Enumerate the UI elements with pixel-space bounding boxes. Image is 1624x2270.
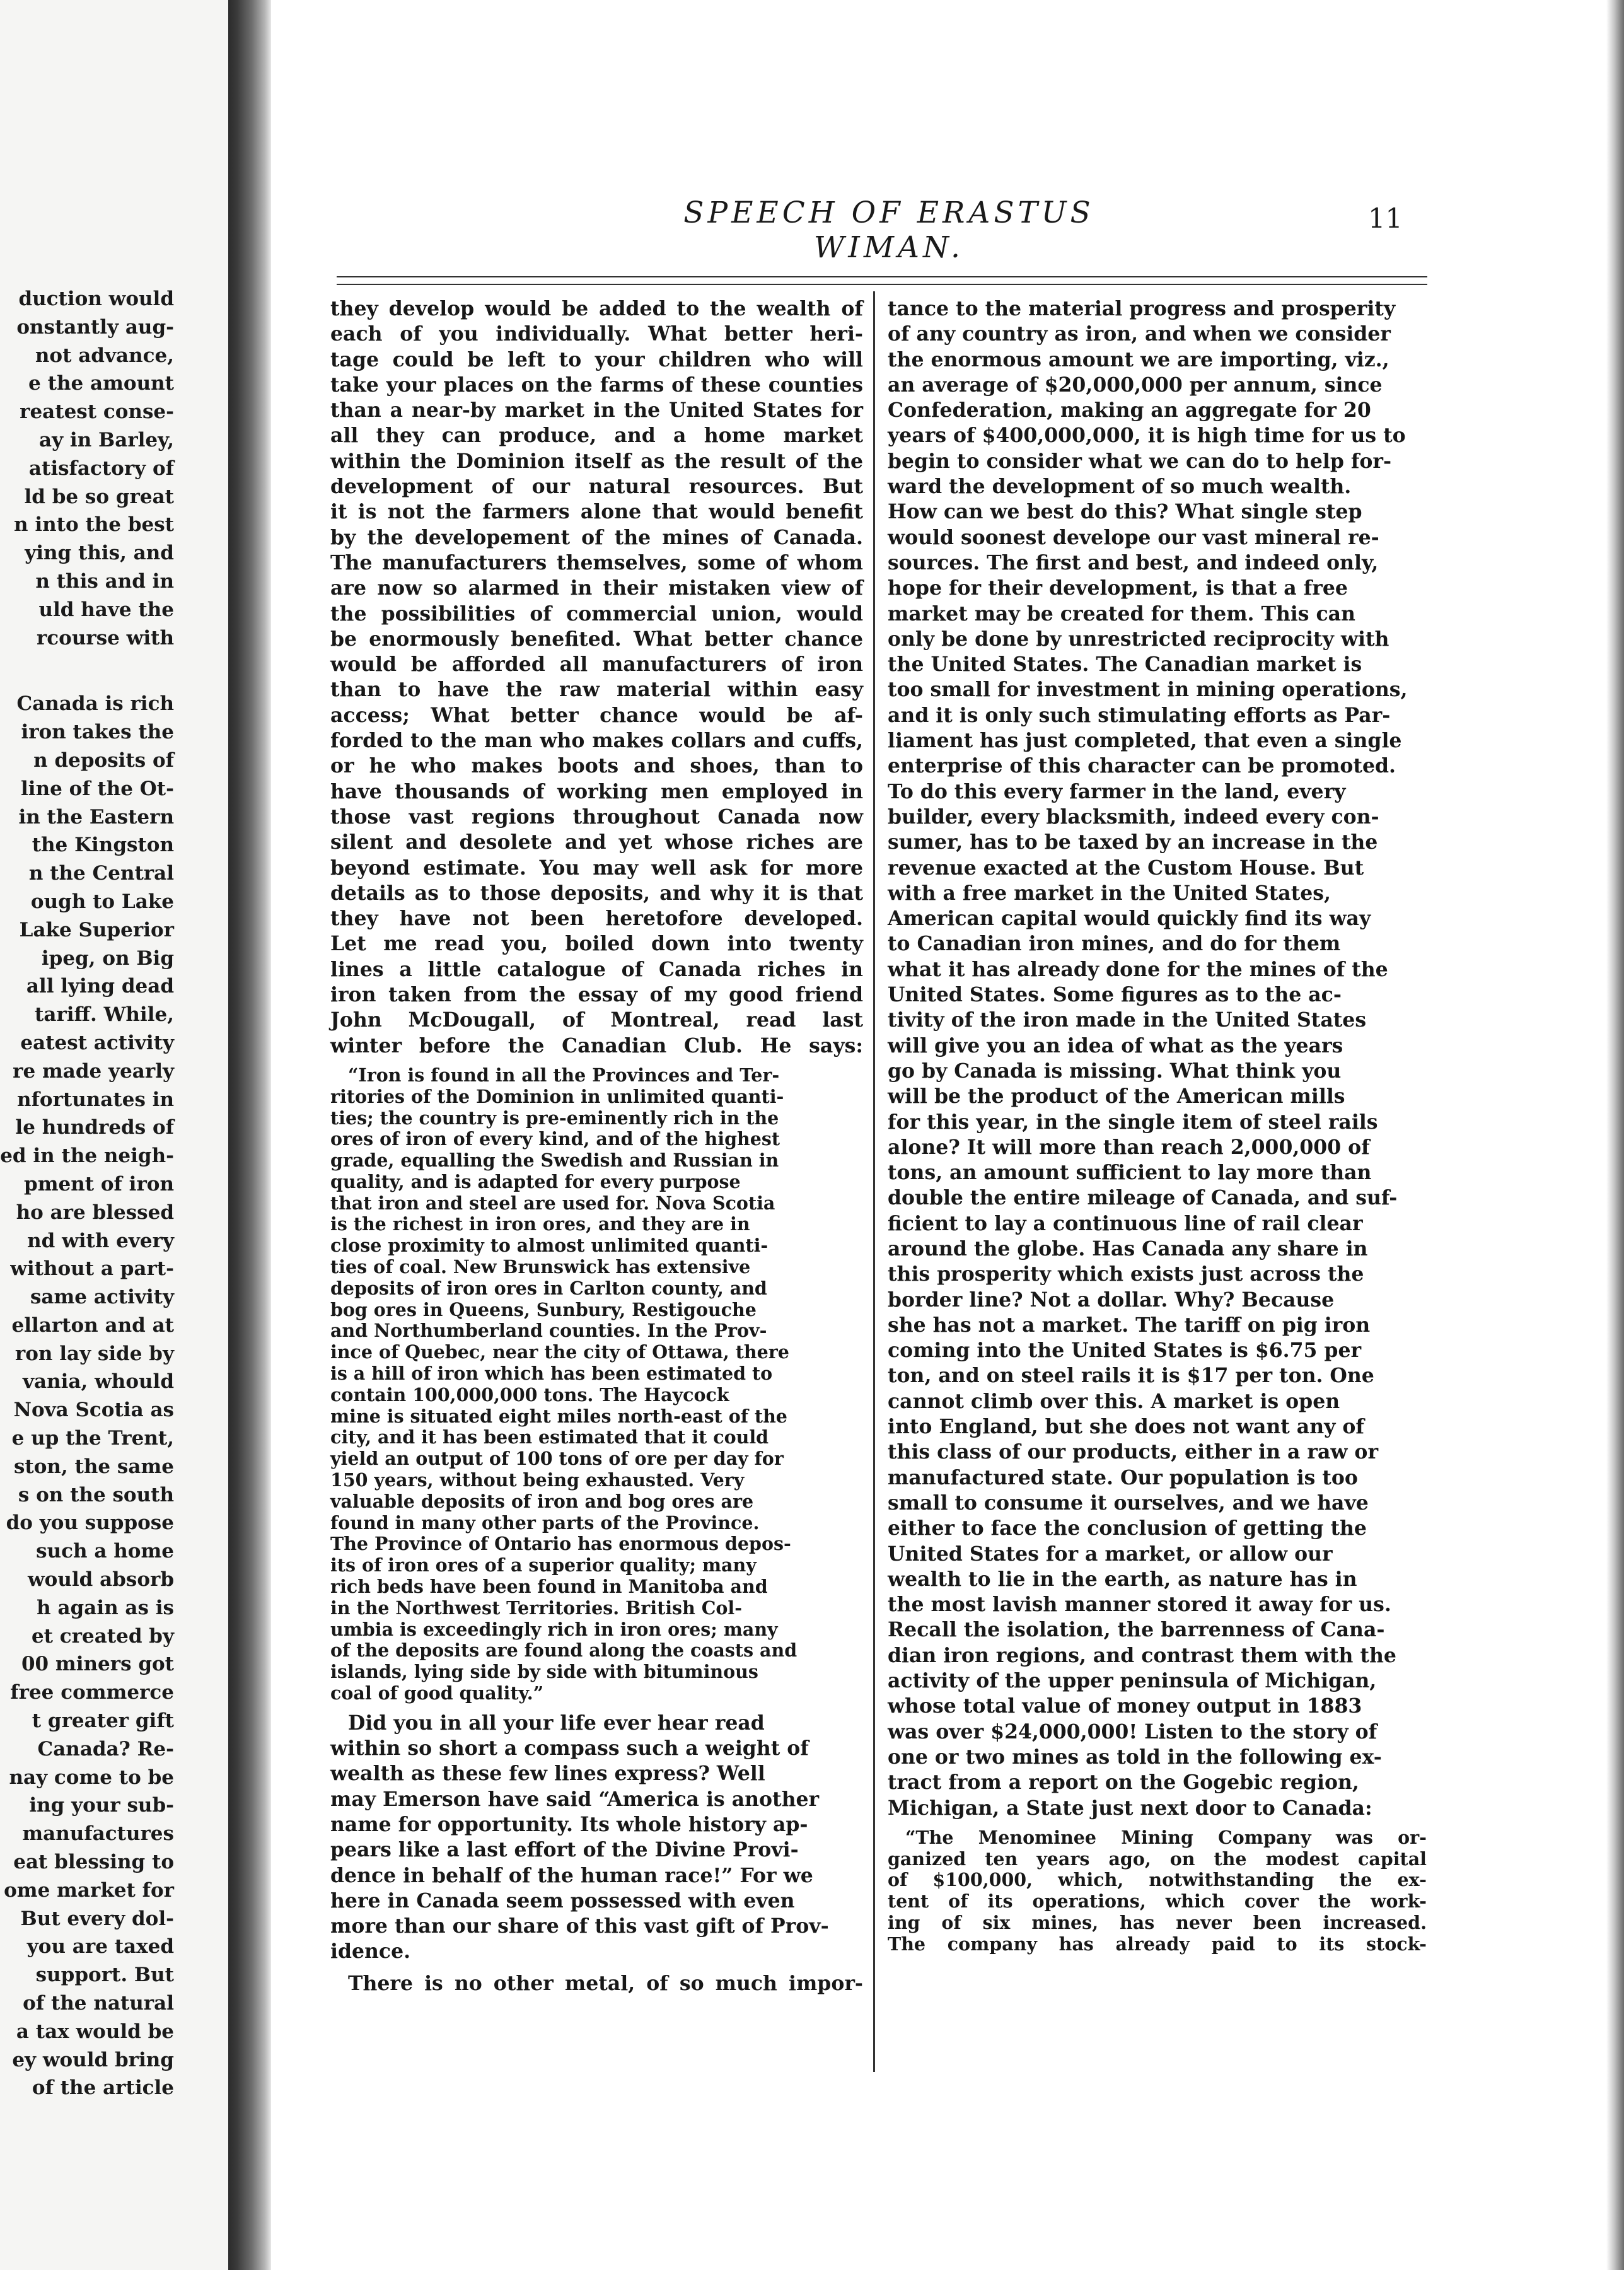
text-line: ton, and on steel rails it is $17 per ton. One [888,1364,1374,1388]
text-line: double the entire mileage of Canada, and suf- [888,1186,1398,1210]
text-line: mine is situated eight miles north-east of the [330,1405,787,1427]
text-line: There is no other metal, of so much impor- [348,1971,863,1995]
text-line: here in Canada seem possessed with even [330,1889,795,1912]
paragraph [330,1711,863,1965]
text-line: ying this, and [25,542,174,565]
text-line: ties; the country is pre-eminently rich in the [330,1107,779,1129]
text-line: 00 miners got [21,1653,174,1676]
text-line: manufactures [22,1822,174,1846]
text-line: ing of six mines, has never been increased. [888,1912,1427,1933]
page-number: 11 [1368,203,1403,235]
text-line: contain 100,000,000 tons. The Haycock [330,1383,729,1406]
text-line: you are taxed [26,1935,174,1959]
text-line: ward the development of so much wealth. [888,475,1352,499]
left-page-text [0,285,174,2102]
text-line: would be afforded all manufacturers of iron [330,653,863,677]
text-line: manufactured state. Our population is too [888,1465,1358,1489]
text-line: nfortunates in [17,1088,174,1111]
text-line: the most lavish manner stored it away for us. [888,1593,1391,1617]
text-line: The manufacturers themselves, some of whom [330,550,863,574]
text-line: re made yearly [13,1059,174,1083]
text-line: only be done by unrestricted reciprocity with [888,627,1389,651]
text-line: yield an output of 100 tons of ore per day for [330,1448,784,1470]
text-line: of $100,000, which, notwithstanding the ex- [888,1869,1427,1891]
text-line: “Iron is found in all the Provinces and Ter- [348,1064,780,1086]
text-line: or he who makes boots and shoes, than to [330,754,863,778]
text-line: one or two mines as told in the following ex- [888,1745,1382,1769]
text-line: this prosperity which exists just across the [888,1262,1364,1286]
block-quote [888,1827,1427,1955]
text-line: of the deposits are found along the coasts and [330,1639,798,1662]
text-line: than a near-by market in the United States for [330,399,863,422]
text-line: development of our natural resources. But [330,475,863,499]
text-line: hope for their development, is that a free [888,576,1348,600]
text-line: ay in Barley, [39,428,174,451]
text-line: may Emerson have said “America is another [330,1787,820,1811]
text-line: of the natural [23,1992,174,2015]
text-line: be enormously benefited. What better chance [330,627,863,651]
paragraph [330,296,863,1059]
right-column [888,296,1427,1955]
text-line: n this and in [35,569,174,593]
text-line: Confederation, making an aggregate for 20 [888,399,1371,422]
text-line: each of you individually. What better heri- [330,322,863,346]
text-line: do you suppose [6,1511,174,1535]
text-line: “The Menominee Mining Company was or- [905,1826,1427,1848]
text-line: and Northumberland counties. In the Prov- [330,1320,767,1342]
text-line: close proximity to almost unlimited quanti- [330,1235,768,1257]
text-line: Canada is rich [16,692,174,716]
text-line: ores of iron of every kind, and of the highest [330,1128,780,1150]
text-line: for this year, in the single item of steel rails [888,1110,1378,1134]
text-line: of any country as iron, and when we consider [888,322,1391,346]
text-line: beyond estimate. You may well ask for more [330,856,863,880]
text-line: iron taken from the essay of my good friend [330,983,863,1007]
text-line: line of the Ot- [21,777,174,800]
text-line: tage could be left to your children who will [330,347,863,371]
text-line: lines a little catalogue of Canada riches in [330,957,863,981]
text-line: this class of our products, either in a raw or [888,1440,1379,1464]
text-line: liament has just completed, that even a single [888,729,1402,753]
text-line: the possibilities of commercial union, would [330,602,863,626]
text-line: will be the product of the American mills [888,1085,1345,1109]
text-line: et created by [31,1624,174,1648]
text-line: ing your sub- [29,1794,174,1817]
text-line: was over $24,000,000! Listen to the story of [888,1720,1378,1743]
text-line: 150 years, without being exhausted. Very [330,1469,745,1491]
book-gutter [228,0,271,2270]
header-rule [337,284,1427,285]
text-line: How can we best do this? What single step [888,500,1362,524]
text-line: ston, the same [13,1455,174,1478]
text-line: market may be created for them. This can [888,602,1355,626]
text-line: all they can produce, and a home market [330,424,863,448]
text-line: in the Eastern [18,805,174,829]
text-line: same activity [30,1286,174,1309]
text-line: are now so alarmed in their mistaken view of [330,576,863,600]
text-line: such a home [36,1540,174,1563]
running-head: SPEECH OF ERASTUS WIMAN. [683,195,1094,265]
text-line: e up the Trent, [11,1427,174,1450]
text-line: go by Canada is missing. What think you [888,1059,1342,1083]
text-line: have thousands of working men employed in [330,779,863,803]
text-line: to Canadian iron mines, and do for them [888,932,1341,956]
text-line: without a part- [10,1257,174,1281]
text-line: To do this every farmer in the land, every [888,779,1346,803]
text-line: what it has already done for the mines of the [888,957,1388,981]
text-line: umbia is exceedingly rich in iron ores; many [330,1618,778,1640]
text-line: the United States. The Canadian market is [888,653,1362,677]
text-line: forded to the man who makes collars and cuffs, [330,729,863,753]
text-line: dence in behalf of the human race!” For we [330,1863,813,1887]
text-line: John McDougall, of Montreal, read last [330,1008,863,1032]
text-line: whose total value of money output in 1883 [888,1694,1362,1718]
text-line: quality, and is adapted for every purpose [330,1170,741,1192]
text-line: details as to those deposits, and why it is that [330,881,863,905]
text-line: the enormous amount we are importing, viz., [888,347,1389,371]
text-line: ron lay side by [14,1342,174,1365]
header-rule [337,276,1427,277]
text-line: duction would [18,288,174,310]
text-line: not advance, [35,344,174,367]
text-line: within so short a compass such a weight of [330,1737,809,1761]
text-line: ganized ten years ago, on the modest capital [888,1848,1427,1870]
text-line: would absorb [27,1568,174,1592]
text-line: than to have the raw material within easy [330,678,863,702]
text-line: Nova Scotia as [13,1399,174,1422]
text-line: rich beds have been found in Manitoba and [330,1576,768,1598]
text-line: of the article [32,2076,174,2100]
text-line: deposits of iron ores in Carlton county, and [330,1277,767,1299]
block-quote [330,1065,863,1704]
text-line: n into the best [14,513,174,537]
text-line: The Province of Ontario has enormous depos- [330,1533,791,1555]
text-line: ough to Lake [30,890,174,913]
text-line: city, and it has been estimated that it could [330,1426,769,1448]
text-line: bog ores in Queens, Sunbury, Restigouche [330,1298,757,1320]
text-line: tent of its operations, which cover the work- [888,1890,1427,1912]
text-line: alone? It will more than reach 2,000,000 of [888,1135,1370,1159]
text-line: around the globe. Has Canada any share in [888,1237,1368,1260]
text-line: wealth as these few lines express? Well [330,1762,765,1786]
middle-column [330,296,863,1996]
text-line: is the richest in iron ores, and they are in [330,1213,750,1235]
text-line: border line? Not a dollar. Why? Because [888,1288,1335,1312]
text-line: n deposits of [33,748,174,772]
text-line: it is not the farmers alone that would benefit [330,500,863,524]
text-line: within the Dominion itself as the result of the [330,449,863,473]
column-divider [873,291,875,2072]
text-line: ritories of the Dominion in unlimited quanti- [330,1085,784,1107]
text-line: s on the south [18,1483,174,1506]
text-line: in the Northwest Territories. British Col- [330,1597,743,1619]
text-line: is a hill of iron which has been estimated to [330,1363,773,1385]
text-line: silent and desolete and yet whose riches are [330,830,863,854]
text-line: access; What better chance would be af- [330,703,863,727]
text-line: ho are blessed [16,1201,174,1224]
text-line: take your places on the farms of these counties [330,373,863,397]
text-line: name for opportunity. Its whole history ap- [330,1813,808,1836]
text-line: nd with every [27,1229,174,1252]
text-line: an average of $20,000,000 per annum, since [888,373,1383,397]
text-line: dian iron regions, and contrast them with the [888,1643,1396,1667]
text-line: valuable deposits of iron and bog ores are [330,1490,754,1512]
text-line: The company has already paid to its stock- [888,1933,1427,1955]
text-line: those vast regions throughout Canada now [330,805,863,829]
text-line: onstantly aug- [16,315,174,339]
text-line: ld be so great [24,485,174,508]
page-edge [1606,0,1624,2270]
text-line: into England, but she does not want any of [888,1415,1364,1439]
text-line: with a free market in the United States, [888,881,1331,905]
text-line: by the developement of the mines of Canada. [330,525,863,549]
paragraph [330,1971,863,1996]
text-line: activity of the upper peninsula of Michigan, [888,1669,1377,1693]
text-line: winter before the Canadian Club. He says: [330,1033,863,1057]
text-line: iron takes the [21,721,174,744]
paragraph-gap [0,652,174,690]
text-line: Did you in all your life ever hear read [348,1711,765,1735]
text-line: ficient to lay a continuous line of rail clear [888,1211,1363,1235]
text-line: Lake Superior [19,918,174,941]
text-line: either to face the conclusion of getting the [888,1516,1367,1540]
text-line: Let me read you, boiled down into twenty [330,932,863,956]
text-line: pment of iron [24,1172,174,1196]
text-line: coal of good quality.” [330,1682,544,1704]
text-line: uld have the [38,598,174,621]
text-line: revenue exacted at the Custom House. But [888,856,1364,880]
text-line: ince of Quebec, near the city of Ottawa, there [330,1341,789,1363]
text-line: builder, every blacksmith, indeed every con- [888,805,1379,829]
text-line: Canada? Re- [37,1737,174,1761]
text-line: tariff. While, [35,1003,174,1027]
text-line: the Kingston [32,834,174,857]
text-line: t greater gift [32,1709,174,1733]
text-line: American capital would quickly find its way [888,907,1371,931]
text-line: ey would bring [12,2048,174,2071]
text-line: tract from a report on the Gogebic region, [888,1771,1359,1795]
text-line: they develop would be added to the wealth of [330,297,863,320]
left-page-fragment [0,0,228,2270]
text-line: too small for investment in mining operations, [888,678,1408,702]
text-line: sumer, has to be taxed by an increase in the [888,830,1378,854]
text-line: will give you an idea of what as the years [888,1033,1343,1057]
text-line: le hundreds of [15,1116,174,1139]
text-line: begin to consider what we can do to help for- [888,449,1392,473]
text-line: atisfactory of [28,457,174,480]
paragraph [888,296,1427,1821]
text-line: ellarton and at [11,1313,174,1337]
text-line: all lying dead [26,975,174,998]
text-line: she has not a market. The tariff on pig iron [888,1313,1371,1337]
text-line: coming into the United States is $6.75 per [888,1339,1362,1363]
text-line: ed in the neigh- [0,1144,174,1168]
text-line: years of $400,000,000, it is high time for us to [888,424,1406,448]
text-line: Recall the isolation, the barrenness of Cana- [888,1618,1385,1642]
text-line: e the amount [28,372,174,395]
text-line: ties of coal. New Brunswick has extensive [330,1256,751,1278]
text-line: free commerce [10,1681,174,1704]
text-line: wealth to lie in the earth, as nature has in [888,1567,1357,1591]
text-line: tons, an amount sufficient to lay more than [888,1161,1372,1185]
text-line: a tax would be [16,2020,174,2043]
text-line: ome market for [4,1878,174,1902]
text-line: eatest activity [20,1031,174,1054]
text-line: vania, whould [23,1370,174,1394]
text-line: that iron and steel are used for. Nova Scotia [330,1192,775,1214]
text-line: its of iron ores of a superior quality; many [330,1554,757,1576]
text-line: reatest conse- [20,400,174,424]
text-line: tivity of the iron made in the United States [888,1008,1367,1032]
text-line: islands, lying side by side with bituminous [330,1661,758,1683]
text-line: ipeg, on Big [41,946,174,970]
text-line: rcourse with [36,626,174,649]
text-line: eat blessing to [13,1851,174,1874]
text-line: United States. Some figures as to the ac- [888,983,1342,1007]
text-line: h again as is [37,1596,174,1619]
text-line: nay come to be [9,1766,174,1789]
text-line: sources. The first and best, and indeed only, [888,550,1379,574]
text-line: United States for a market, or allow our [888,1542,1333,1566]
text-line: tance to the material progress and prosperity [888,297,1396,320]
text-line: would soonest develope our vast mineral re- [888,525,1379,549]
text-line: pears like a last effort of the Divine Provi- [330,1838,799,1862]
text-line: found in many other parts of the Province. [330,1511,760,1534]
text-line: and it is only such stimulating efforts as Par- [888,703,1391,727]
text-line: cannot climb over this. A market is open [888,1389,1340,1413]
text-line: support. But [35,1964,174,1987]
text-line: n the Central [28,862,174,885]
text-line: small to consume it ourselves, and we have [888,1491,1369,1515]
text-line: enterprise of this character can be promoted. [888,754,1396,778]
text-line: idence. [330,1940,411,1964]
text-line: But every dol- [20,1907,174,1930]
text-line: Michigan, a State just next door to Canada: [888,1796,1372,1820]
text-line: more than our share of this vast gift of Prov- [330,1914,829,1938]
text-line: they have not been heretofore developed. [330,907,863,931]
text-line: grade, equalling the Swedish and Russian in [330,1150,779,1172]
